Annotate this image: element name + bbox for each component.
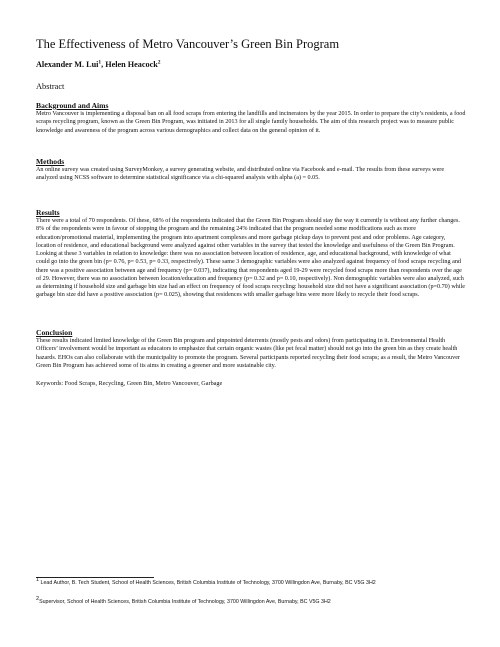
footnote-divider <box>36 577 154 578</box>
section-conclusion <box>36 328 466 370</box>
section-methods <box>36 157 466 183</box>
section-body: An online survey was created using SurveyMonkey, a survey generating website, and distributed online via Facebook and e-mail. The results from these surveys were analyzed using NCSS software to determine statistical significance via a chi-squared analysis with alpha (a) = 0.05. <box>36 167 445 182</box>
footnote-text: Supervisor, School of Health Sciences, British Columbia Institute of Technology, 3700 Willingdon Ave, Burnaby, BC V5G 3H2 <box>39 599 331 605</box>
author-name: Helen Heacock <box>105 60 158 69</box>
section-results <box>36 208 466 300</box>
author-separator: , <box>101 60 106 69</box>
section-body: Metro Vancouver is implementing a disposal ban on all food scraps from entering the landfills and incinerators by the year 2015. In order to prepare the city’s residents, a food scraps recycling program, known as the Green Bin Program, was initiated in 2013 for all single family households. The aim of this research project was to measure public knowledge and awareness of the program across various demographics and collect data on the general opinion of it. <box>36 111 466 134</box>
section-body: There were a total of 70 respondents. Of these, 68% of the respondents indicated that the Green Bin Program should stay the way it currently is without any further changes. 8% of the respondents were in favour of stopping the program and the remaining 24% indicated that the program needed some modifications such as more education/promotional material, implementing the program into apartment complexes and more garbage pickup days to prevent pest and odor problems. Age category, location of residence, and educational background were analyzed against other variables in the survey that tested the knowledge and usefulness of the Green Bin Program. Looking at these 3 variables in relation to knowledge: there was no association between location of residence, age, and educational background, with knowledge of what could go into the green bin (p= 0.76, p= 0.53, p= 0.33, respectively). These same 3 demographic variables were also analyzed against frequency of food scraps recycling and there was a positive association between age and frequency (p= 0.037), indicating that respondents aged 19-29 were recycled food scraps more than respondents over the age of 29. However, there was no association between location/education and frequency (p= 0.32 and p= 0.10, respectively). Non demographic variables were also analyzed, such as determining if household size and garbage bin size had an effect on frequency of food scraps recycling: household size did not have a significant association (p=0.70) while garbage bin size did have a positive association (p= 0.025), showing that residences with smaller garbage bins were more likely to recycle their food scraps. <box>36 218 465 299</box>
keywords-line: Keywords: Food Scraps, Recycling, Green Bin, Metro Vancouver, Garbage <box>36 380 223 387</box>
footnote-1 <box>36 577 476 588</box>
author-line <box>36 60 476 70</box>
footnote-text: Lead Author, B. Tech Student, School of Health Sciences, British Columbia Institute of Technology, 3700 Willingdon Ave, Burnaby, BC V5G 3H2 <box>39 580 376 586</box>
section-heading: Methods <box>36 157 65 166</box>
section-heading: Conclusion <box>36 328 73 337</box>
footnote-mark: 2 <box>36 596 40 603</box>
abstract-label: Abstract <box>36 82 65 91</box>
author-affiliation-mark: 1 <box>98 59 102 66</box>
section-heading: Background and Aims <box>36 101 109 110</box>
author-name: Alexander M. Lui <box>36 60 99 69</box>
paper-title: The Effectiveness of Metro Vancouver’s Green Bin Program <box>36 37 340 51</box>
footnote-mark: 1 <box>36 577 40 584</box>
author-affiliation-mark: 2 <box>157 59 161 66</box>
footnote-2 <box>36 596 476 607</box>
section-background <box>36 101 466 135</box>
section-body: These results indicated limited knowledge of the Green Bin program and pinpointed deterrents (mostly pests and odors) from participating in it. Environmental Health Officers’ involvement would be important as educators to emphasize that certain organic wastes (like pet fecal matter) should not go into the green bin as they create health hazards. EHOs can also collaborate with the municipality to promote the program. Several participants reported recycling their food scraps; as a result, the Metro Vancouver Green Bin Program has achieved some of its aims in creating a greener and more sustainable city. <box>36 338 460 369</box>
section-heading: Results <box>36 208 60 217</box>
